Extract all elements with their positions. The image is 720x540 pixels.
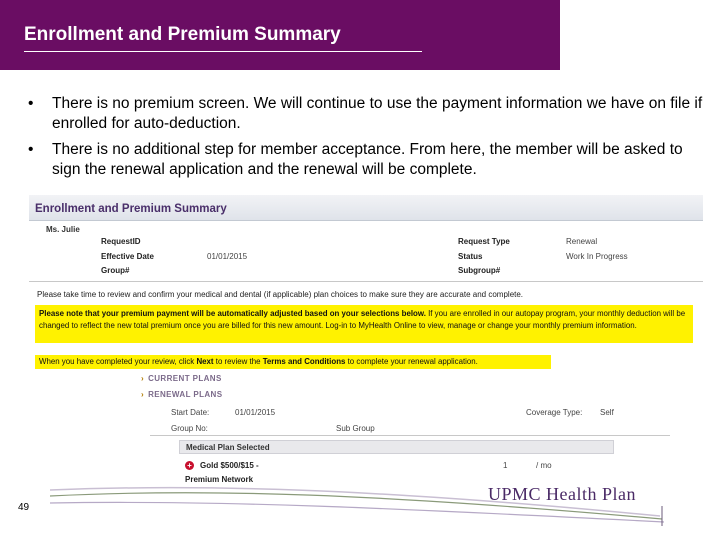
effective-date-value: 01/01/2015: [207, 252, 248, 261]
plan-name[interactable]: Gold $500/$15 -: [200, 461, 259, 470]
page-number: 49: [18, 502, 30, 513]
next-step-text: to review the: [213, 357, 263, 366]
renewal-plans-link[interactable]: [141, 390, 222, 399]
premium-notice: [35, 305, 693, 343]
subgroup-label: Subgroup#: [458, 266, 501, 275]
bullet-list: [22, 94, 712, 186]
title-underline: [24, 51, 422, 52]
member-name: Ms. Julie: [46, 225, 80, 234]
upmc-health-plan-logo: [488, 484, 636, 505]
bullet-item: [22, 140, 712, 180]
coverage-type-label: Coverage Type:: [526, 408, 583, 417]
medical-plan-header: [179, 440, 614, 454]
group-no-label: Group No:: [171, 424, 208, 433]
screenshot-title: Enrollment and Premium Summary: [35, 203, 227, 215]
brand-logo-text: UPMC Health Plan: [488, 484, 637, 504]
review-instructions: Please take time to review and confirm your medical and dental (if applicable) plan choices to make sure they are accurate and complete.: [37, 290, 524, 299]
status-label: Status: [458, 252, 483, 261]
plus-icon[interactable]: +: [185, 461, 194, 470]
embedded-screenshot: [29, 195, 703, 485]
terms-ref: Terms and Conditions: [262, 357, 346, 366]
request-id-label: RequestID: [101, 237, 141, 246]
next-step-notice: [35, 355, 551, 369]
next-step-text: When you have completed your review, click: [39, 357, 197, 366]
sub-group-label: Sub Group: [336, 424, 375, 433]
current-plans-link[interactable]: [141, 374, 222, 383]
group-label: Group#: [101, 266, 130, 275]
chevron-right-icon: ›: [141, 390, 145, 399]
slide-title: Enrollment and Premium Summary: [24, 24, 341, 45]
plan-network: Premium Network: [185, 475, 254, 484]
current-plans-label: CURRENT PLANS: [148, 374, 222, 383]
renewal-plans-label: RENEWAL PLANS: [148, 390, 223, 399]
premium-notice-bold: Please note that your premium payment will be automatically adjusted based on your selections below.: [39, 309, 426, 318]
plan-rate: / mo: [536, 461, 552, 470]
divider: [29, 281, 703, 282]
chevron-right-icon: ›: [141, 374, 145, 383]
effective-date-label: Effective Date: [101, 252, 154, 261]
next-button-ref: Next: [196, 357, 214, 366]
bullet-text: There is no premium screen. We will continue to use the payment information we have on file if enrolled for auto-deduction.: [52, 95, 703, 132]
next-step-text: to complete your renewal application.: [345, 357, 478, 366]
screenshot-header: [29, 195, 703, 221]
request-type-value: Renewal: [566, 237, 598, 246]
premium-notice-text: If you are enrolled in our autopay program, your monthly deduction will be changed to reflect the new total premium once you are billed for this new amount. Log-in to MyHealth Online to view, manage or change your monthly premium information.: [39, 309, 686, 330]
status-value: Work In Progress: [566, 252, 628, 261]
medical-plan-header-label: Medical Plan Selected: [186, 443, 270, 452]
plan-tier: 1: [503, 461, 508, 470]
bullet-marker: •: [28, 141, 34, 158]
bullet-marker: •: [28, 95, 34, 112]
title-banner: [0, 0, 560, 70]
start-date-value: 01/01/2015: [235, 408, 276, 417]
request-type-label: Request Type: [458, 237, 510, 246]
bullet-text: There is no additional step for member acceptance. From here, the member will be asked to sign the renewal application and the renewal will be complete.: [52, 141, 683, 178]
coverage-type-value: Self: [600, 408, 614, 417]
bullet-item: [22, 94, 712, 134]
divider: [150, 435, 670, 436]
start-date-label: Start Date:: [171, 408, 210, 417]
